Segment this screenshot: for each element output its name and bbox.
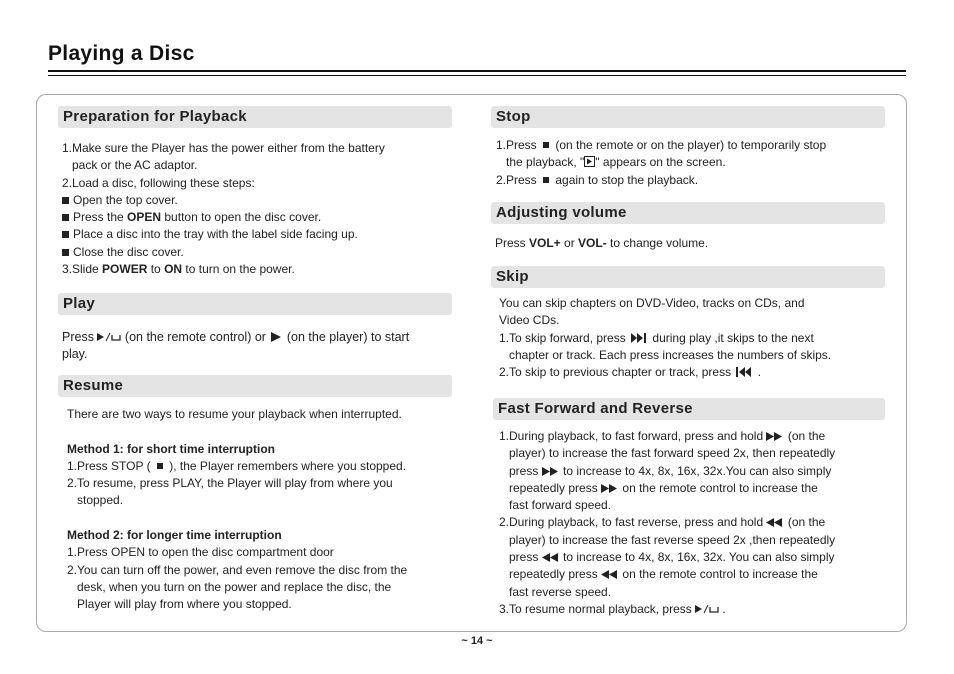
stop-icon xyxy=(543,142,549,148)
skip-line-3: 1.To skip forward, press during play ,it skips to the next xyxy=(499,330,814,345)
stop-line-2: the playback, " " appears on the screen. xyxy=(506,155,726,170)
stop-line-3: 2.Press again to stop the playback. xyxy=(496,172,699,187)
skip-line-4: chapter or track. Each press increases the numbers of skips. xyxy=(509,347,832,362)
ff-line-2: player) to increase the fast forward speed 2x, then repeatedly xyxy=(509,446,836,461)
resume-spacer xyxy=(67,423,407,440)
method1-title: Method 1: for short time interruption xyxy=(67,441,275,456)
play-text xyxy=(62,329,409,364)
resume-stop-icon xyxy=(584,156,595,167)
fast-forward-icon xyxy=(601,484,619,493)
bullet-square-icon xyxy=(62,214,69,221)
m1-line-2b: stopped. xyxy=(77,493,124,508)
volume-heading: Adjusting volume xyxy=(491,202,885,224)
bullet-square-icon xyxy=(62,197,69,204)
fast-reverse-icon xyxy=(766,518,784,527)
ff-line-9: repeatedly press on the remote control to increase the xyxy=(509,567,818,582)
stop-icon xyxy=(157,463,163,469)
skip-forward-icon xyxy=(629,333,649,343)
bullet-square-icon xyxy=(62,231,69,238)
play-enter-icon xyxy=(97,332,121,342)
stop-icon xyxy=(543,177,549,183)
stop-heading: Stop xyxy=(491,106,885,128)
prep-line-1b: pack or the AC adaptor. xyxy=(72,158,198,173)
ff-line-4: repeatedly press on the remote control to increase the xyxy=(509,480,818,495)
ff-heading: Fast Forward and Reverse xyxy=(493,398,885,420)
fast-forward-icon xyxy=(542,467,560,476)
prep-bullet-4: Close the disc cover. xyxy=(62,244,385,261)
prep-bullet-2: Press the OPEN button to open the disc cover. xyxy=(62,209,385,226)
play-line-1: Press (on the remote control) or (on the player) to start xyxy=(62,330,410,344)
method2-title: Method 2: for longer time interruption xyxy=(67,528,282,543)
play-heading: Play xyxy=(58,293,452,315)
prep-line-1a: 1.Make sure the Player has the power either from the battery xyxy=(62,141,385,155)
title-rule-thick xyxy=(48,70,906,72)
skip-heading: Skip xyxy=(491,266,885,288)
stop-line-1: 1.Press (on the remote or on the player) to temporarily stop xyxy=(496,138,827,152)
ff-line-8: press to increase to 4x, 8x, 16x, 32x. You can also simply xyxy=(509,550,835,565)
ff-line-6: 2.During playback, to fast reverse, press and hold (on the xyxy=(499,515,826,530)
m2-line-1: 1.Press OPEN to open the disc compartment door xyxy=(67,545,334,560)
m1-line-2a: 2.To resume, press PLAY, the Player will play from where you xyxy=(67,476,393,491)
resume-intro: There are two ways to resume your playback when interrupted. xyxy=(67,407,402,421)
skip-line-2: Video CDs. xyxy=(499,313,560,328)
fast-reverse-icon xyxy=(601,570,619,579)
skip-text xyxy=(499,295,831,381)
prep-bullet-1: Open the top cover. xyxy=(62,192,385,209)
page-number: ~ 14 ~ xyxy=(461,635,493,647)
ff-line-1: 1.During playback, to fast forward, press and hold (on the xyxy=(499,429,826,443)
play-enter-icon xyxy=(695,604,719,614)
prep-line-3: 3.Slide POWER to ON to turn on the power. xyxy=(62,262,295,277)
m1-line-1: 1.Press STOP ( ), the Player remembers where you stopped. xyxy=(67,458,407,473)
skip-back-icon xyxy=(734,367,754,377)
bullet-square-icon xyxy=(62,249,69,256)
m2-line-2a: 2.You can turn off the power, and even remove the disc from the xyxy=(67,562,408,577)
prep-bullet-3: Place a disc into the tray with the label side facing up. xyxy=(62,226,385,243)
resume-spacer xyxy=(67,510,407,527)
play-icon xyxy=(269,332,283,342)
ff-line-10: fast reverse speed. xyxy=(509,584,612,599)
skip-line-1: You can skip chapters on DVD-Video, tracks on CDs, and xyxy=(499,296,805,310)
fast-reverse-icon xyxy=(542,553,560,562)
m2-line-2c: Player will play from where you stopped. xyxy=(77,597,292,612)
ff-line-5: fast forward speed. xyxy=(509,498,612,513)
ff-text xyxy=(499,428,835,618)
skip-line-5: 2.To skip to previous chapter or track, press . xyxy=(499,365,762,380)
resume-heading: Resume xyxy=(58,375,452,397)
page-title: Playing a Disc xyxy=(48,42,195,65)
title-rule-thin xyxy=(48,75,906,76)
m2-line-2b: desk, when you turn on the power and replace the disc, the xyxy=(77,579,392,594)
play-line-2: play. xyxy=(62,347,88,362)
ff-line-7: player) to increase the fast reverse speed 2x ,then repeatedly xyxy=(509,532,836,547)
preparation-heading: Preparation for Playback xyxy=(58,106,452,128)
volume-line: Press VOL+ or VOL- to change volume. xyxy=(495,236,709,250)
ff-line-11: 3.To resume normal playback, press . xyxy=(499,601,726,616)
preparation-text xyxy=(62,140,385,278)
fast-forward-icon xyxy=(766,432,784,441)
resume-text xyxy=(67,406,407,614)
prep-line-2: 2.Load a disc, following these steps: xyxy=(62,175,255,190)
volume-text xyxy=(495,235,708,252)
stop-text xyxy=(496,137,826,189)
ff-line-3: press to increase to 4x, 8x, 16x, 32x.You can also simply xyxy=(509,463,832,478)
